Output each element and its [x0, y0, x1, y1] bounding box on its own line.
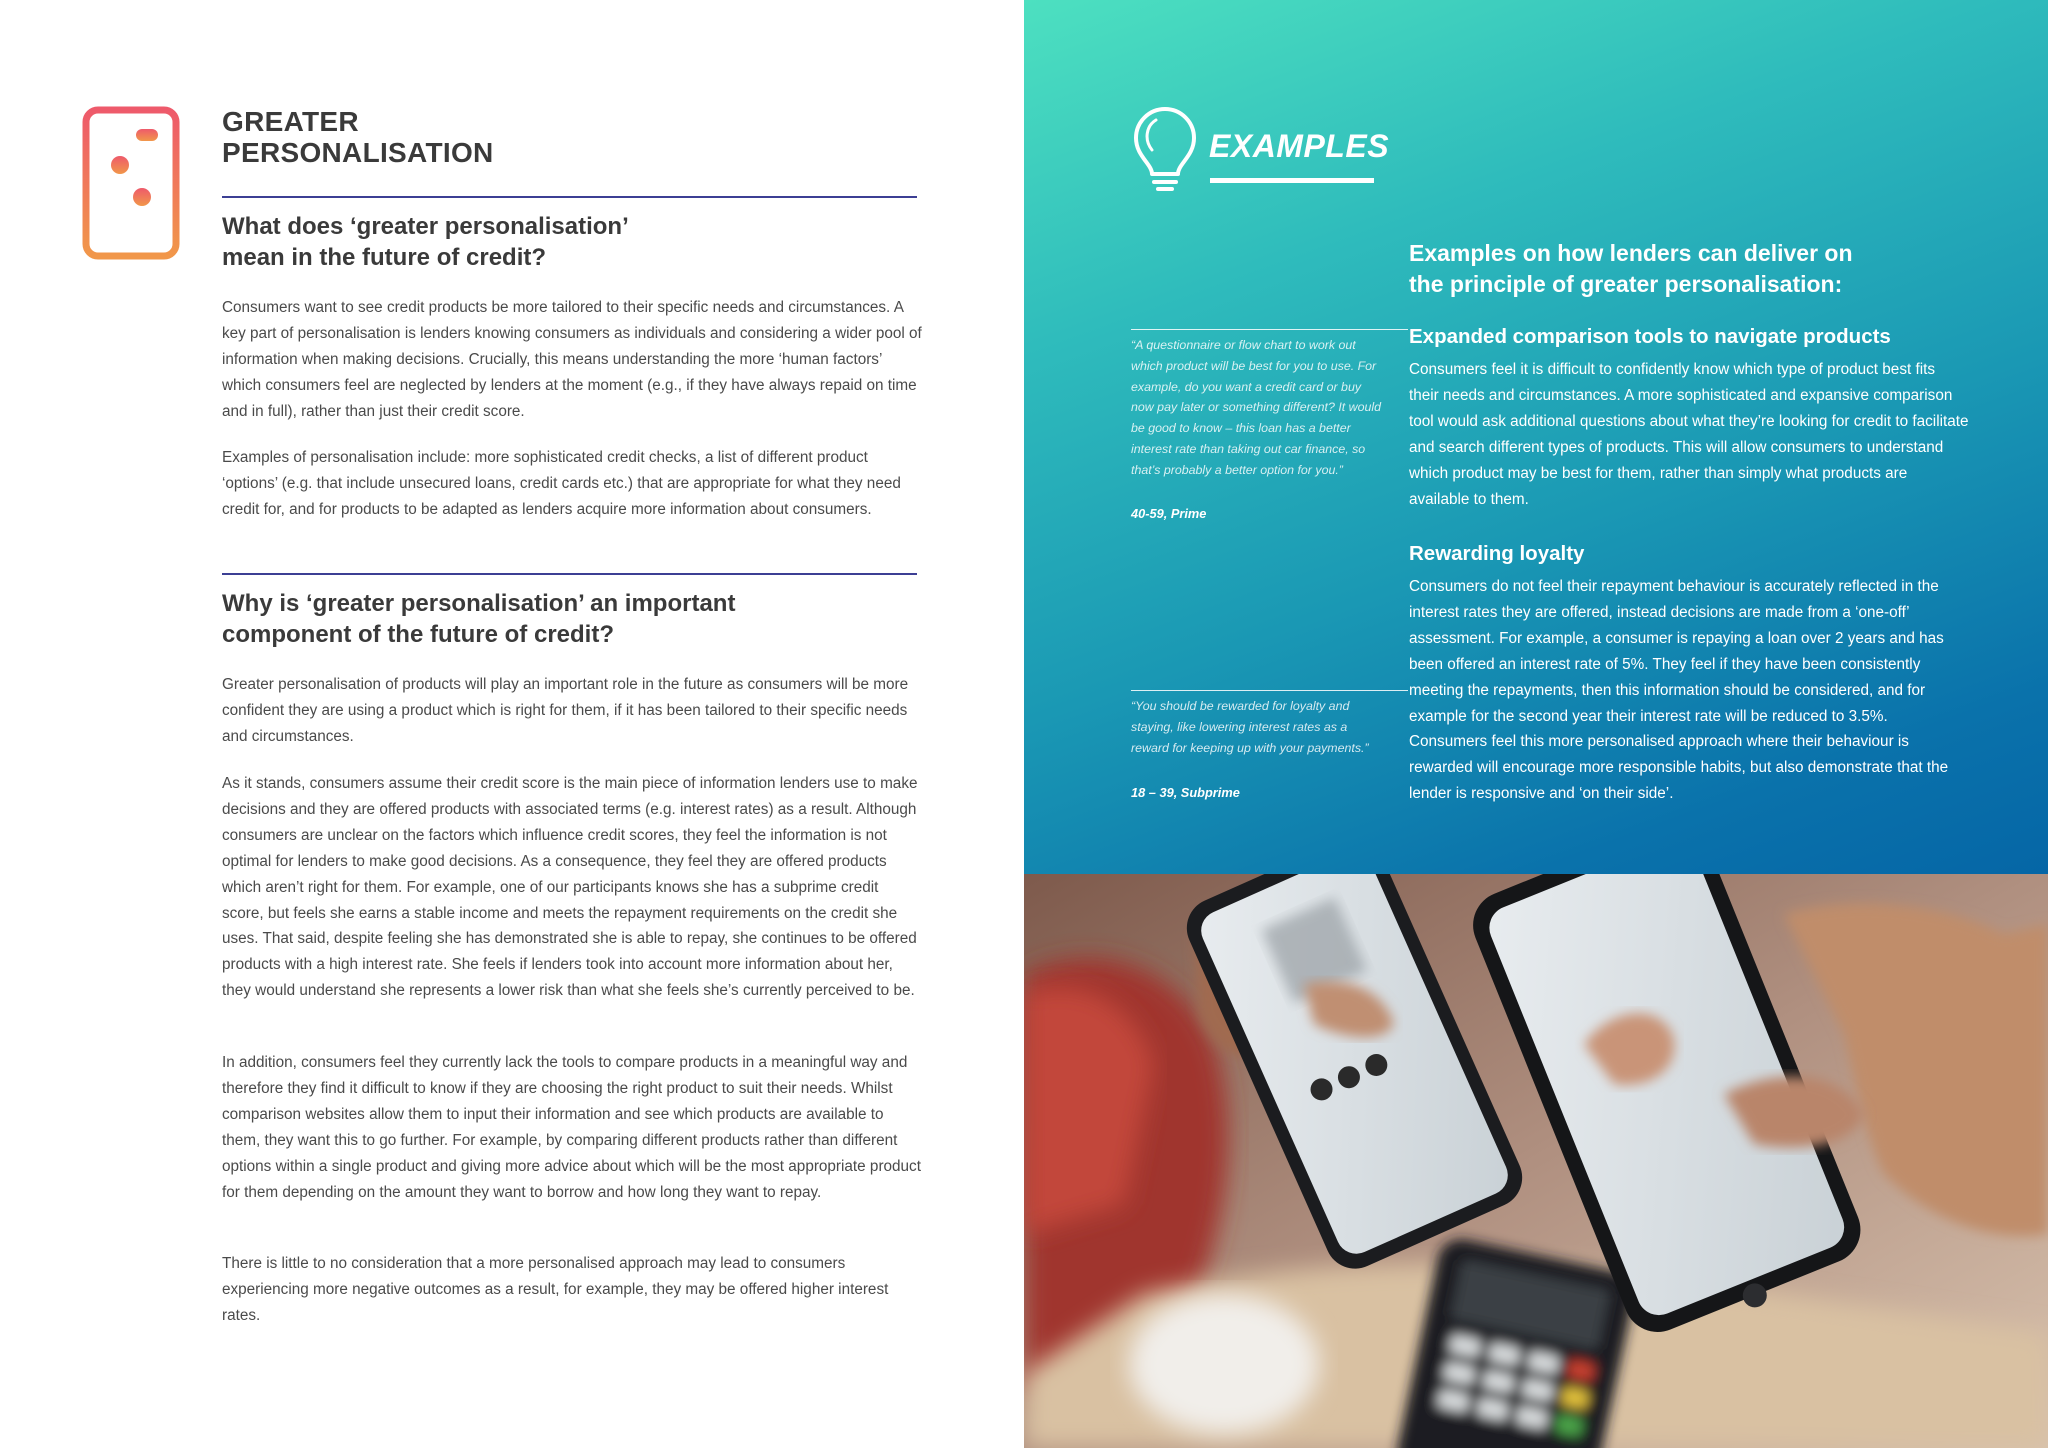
quote-divider	[1131, 690, 1408, 691]
heading-line: component of the future of credit?	[222, 621, 614, 648]
example-body-comparison: Consumers feel it is difficult to confidently know which type of product best fits their needs and circumstances. A more sophisticated and expansive comparison tool would ask additional questions about what they’re looking for credit to facilitate and search different types of products. This will allow consumers to understand which product may be best for them, rather than simply what products are available to them.	[1409, 361, 1969, 508]
examples-underline	[1210, 178, 1374, 183]
quote-1-attribution: 40-59, Prime	[1131, 506, 1207, 521]
section-title-line: PERSONALISATION	[222, 137, 494, 168]
example-heading-comparison: Expanded comparison tools to navigate products	[1409, 325, 1891, 348]
section-title	[222, 106, 822, 168]
paragraph: In addition, consumers feel they currently lack the tools to compare products in a meaningful way and therefore they find it difficult to know if they are choosing the right product to suit their needs. Whilst comparison websites allow them to input their information and see which products are available to them, they want this to go further. For example, by comparing different products rather than different options within a single product and giving more advice about which will be the most appropriate product for them depending on the amount they want to borrow and how long they want to repay.	[222, 1054, 921, 1201]
heading-line: What does ‘greater personalisation’	[222, 213, 629, 240]
lightbulb-icon	[1130, 106, 1200, 192]
examples-lead	[1409, 238, 1969, 300]
example-body-loyalty: Consumers do not feel their repayment behaviour is accurately reflected in the interest rates they are offered, instead decisions are made from a ‘one-off’ assessment. For example, a consumer is repaying a loan over 2 years and has been offered an interest rate of 5%. They feel if they have been consistently meeting the repayments, then this information should be considered, and for example for the second year their interest rate will be reduced to 3.5%. Consumers feel this more personalised approach where their behaviour is rewarded will encourage more responsible habits, but also demonstrate that the lender is responsive and ‘on their side’.	[1409, 578, 1949, 803]
quote-2: “You should be rewarded for loyalty and staying, like lowering interest rates as a reward for keeping up with your payments.”	[1131, 699, 1369, 755]
heading-line: mean in the future of credit?	[222, 244, 547, 271]
quote-2-attribution: 18 – 39, Subprime	[1131, 785, 1240, 800]
lead-line: the principle of greater personalisation:	[1409, 271, 1843, 297]
paragraph: As it stands, consumers assume their credit score is the main piece of information lenders use to make decisions and they are offered products with associated terms (e.g. interest rates) as a result. Although consumers are unclear on the factors which influence credit scores, they feel the information is not optimal for lenders to make good decisions. As a consequence, they feel they are offered products which aren’t right for them. For example, one of our participants knows she has a subprime credit score, but feels she earns a stable income and meets the repayment requirements on the credit she uses. That said, despite feeling she has demonstrated she is able to repay, she continues to be offered products with a high interest rate. She feels if lenders took into account more information about her, they would understand she represents a lower risk than what she feels she’s currently perceived to be.	[222, 775, 918, 1000]
photo-illustration	[1024, 874, 2048, 1448]
quote-divider	[1131, 329, 1408, 330]
heading-line: Why is ‘greater personalisation’ an important	[222, 590, 736, 617]
example-heading-loyalty: Rewarding loyalty	[1409, 542, 1585, 565]
right-page	[1024, 0, 2048, 1448]
divider	[222, 196, 917, 198]
paragraph: Examples of personalisation include: more sophisticated credit checks, a list of different product ‘options’ (e.g. that include unsecured loans, credit cards etc.) that are appropriate for what they need credit for, and for products to be adapted as lenders acquire more information about consumers.	[222, 449, 901, 518]
examples-heading: EXAMPLES	[1209, 128, 1390, 164]
paragraph: Consumers want to see credit products be more tailored to their specific needs and circumstances. A key part of personalisation is lenders knowing consumers as individuals and considering a wider pool of information when making decisions. Crucially, this means understanding the more ‘human factors’ which consumers feel are neglected by lenders at the moment (e.g., if they have always repaid on time and in full), rather than just their credit score.	[222, 299, 922, 420]
photo-phones-payment	[1024, 874, 2048, 1448]
quote-1: “A questionnaire or flow chart to work out which product will be best for you to use. For example, do you want a credit card or buy now pay later or something different? It would be good to know – this loan has a better interest rate than taking out car finance, so that’s probably a better option for you.”	[1131, 338, 1382, 477]
question-heading-2	[222, 588, 782, 650]
lead-line: Examples on how lenders can deliver on	[1409, 240, 1853, 266]
divider	[222, 573, 917, 575]
question-heading-1	[222, 211, 782, 273]
examples-panel	[1024, 0, 2048, 874]
paragraph: There is little to no consideration that a more personalised approach may lead to consumers experiencing more negative outcomes as a result, for example, they may be offered higher interest rates.	[222, 1255, 889, 1324]
paragraph: Greater personalisation of products will play an important role in the future as consumers will be more confident they are using a product which is right for them, if it has been tailored to their specific needs and circumstances.	[222, 676, 909, 745]
section-title-line: GREATER	[222, 106, 359, 137]
phone-sliders-icon	[82, 106, 180, 260]
